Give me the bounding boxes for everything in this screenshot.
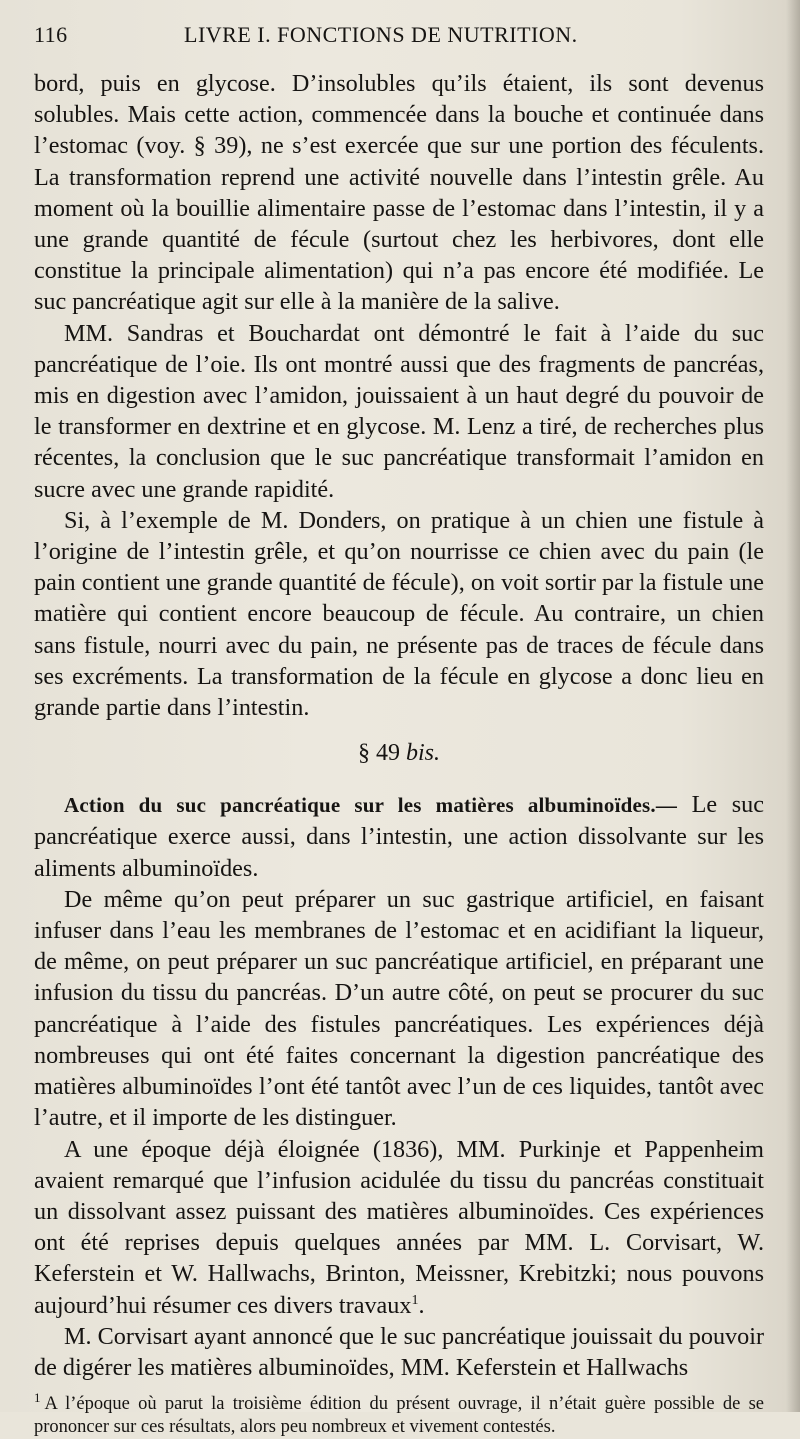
section-number: § 49 xyxy=(357,740,400,767)
footnote-reference[interactable]: 1 xyxy=(411,1292,419,1308)
footnote-text: A l’époque où parut la troisième édition du présent ouvrage, il n’était guère possible de se prononcer sur ces résultats, alors peu nombreux et vivement contestés. xyxy=(34,1394,764,1438)
paragraph-purkinje-text: A une époque déjà éloignée (1836), MM. Purkinje et Pappenheim avaient remarqué que l’infusion acidulée du tissu du pancréas constituait un dissolvant assez puissant des matières albuminoïdes. Ces expériences ont été reprises depuis quelques années par MM. L. Corvisart, W. Keferstein et W. Hallwachs, Brinton, Meissner, Krebitzki; nous pouvons aujourd’hui résumer ces divers travaux xyxy=(34,1135,764,1319)
run-in-heading: Action du suc pancréatique sur les matières albuminoïdes.— xyxy=(64,793,678,818)
body-text xyxy=(34,68,764,1383)
paragraph-purkinje xyxy=(34,1134,764,1321)
paragraph-action xyxy=(34,789,764,884)
paragraph-donders: Si, à l’exemple de M. Donders, on pratique à un chien une fistule à l’origine de l’intestin grêle, et qu’on nourrisse ce chien avec du pain (le pain contient une grande quantité de fécule), on voit sortir par la fistule une matière qui contient encore beaucoup de fécule. Au contraire, un chien sans fistule, nourri avec du pain, ne présente pas de traces de fécule dans ses excréments. La transformation de la fécule en glycose a donc lieu en grande partie dans l’intestin. xyxy=(34,506,764,722)
page-number: 116 xyxy=(34,22,68,47)
paragraph-continued: bord, puis en glycose. D’insolubles qu’ils étaient, ils sont devenus solubles. Mais cette action, commencée dans la bouche et continuée dans l’estomac (voy. § 39), ne s’est exercée que sur une portion des féculents. La transformation reprend une activité nouvelle dans l’intestin grêle. Au moment où la bouillie alimentaire passe de l’estomac dans l’intestin, il y a une grande quantité de fécule (surtout chez les herbivores, dont elle constitue la principale alimentation) qui n’a pas encore été modifiée. Le suc pancréatique agit sur elle à la manière de la salive. xyxy=(34,70,764,316)
footnote-mark: 1 xyxy=(34,1389,41,1405)
paragraph-artificial-juice: De même qu’on peut préparer un suc gastrique artificiel, en faisant infuser dans l’eau les membranes de l’estomac et en acidifiant la liqueur, de même, on peut préparer un suc pancréatique artificiel, en préparant une infusion du tissu du pancréas. D’un autre côté, on peut se procurer du suc pancréatique à l’aide des fistules pancréatiques. Les expériences déjà nombreuses qui ont été faites concernant la digestion pancréatique des matières albuminoïdes l’ont été tantôt avec l’un de ces liquides, tantôt avec l’autre, et il importe de les distinguer. xyxy=(34,885,764,1132)
running-title: LIVRE I. FONCTIONS DE NUTRITION. xyxy=(184,22,578,47)
section-suffix: bis. xyxy=(405,740,440,767)
footnote xyxy=(34,1389,764,1439)
page-edge-shadow xyxy=(786,0,800,1412)
paragraph-corvisart: M. Corvisart ayant annoncé que le suc pancréatique jouissait du pouvoir de digérer les matières albuminoïdes, MM. Keferstein et Hallwachs xyxy=(34,1322,764,1381)
paragraph-action-text: Le suc pancréatique exerce aussi, dans l’intestin, une action dissolvante sur les aliments albuminoïdes. xyxy=(34,791,764,882)
running-head xyxy=(34,22,764,68)
paragraph-purkinje-end: . xyxy=(418,1291,425,1319)
paragraph-sandras: MM. Sandras et Bouchardat ont démontré le fait à l’aide du suc pancréatique de l’oie. Ils ont montré aussi que des fragments de pancréas, mis en digestion avec l’amidon, jouissaient à un haut degré du pouvoir de le transformer en dextrine et en glycose. M. Lenz a tiré, de recherches plus récentes, la conclusion que le suc pancréatique transformait l’amidon en sucre avec une grande rapidité. xyxy=(34,319,764,503)
section-heading xyxy=(34,737,764,769)
